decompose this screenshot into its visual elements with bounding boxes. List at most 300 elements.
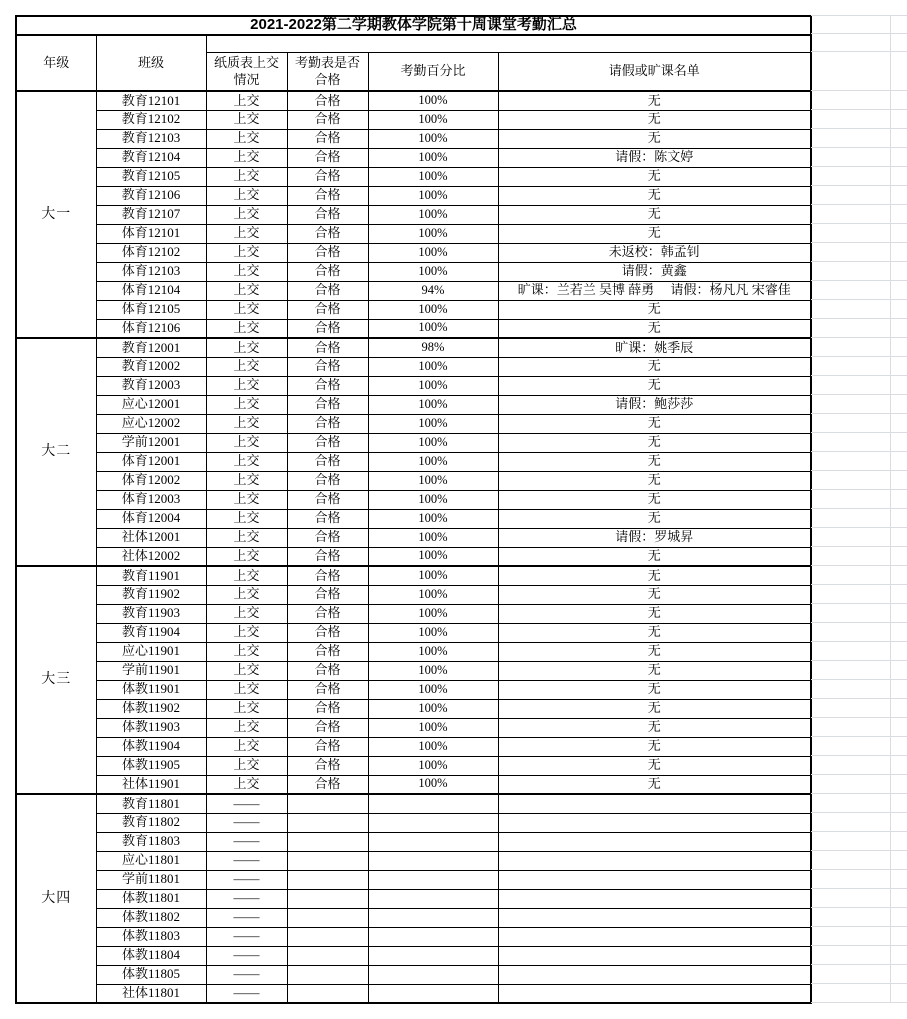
paper-cell[interactable]: 上交 [206,186,287,205]
qualified-cell[interactable]: 合格 [287,528,368,547]
percent-cell[interactable]: 100% [368,205,498,224]
gridline-horizontal [811,888,907,889]
class-cell[interactable]: 社体11801 [96,984,206,1003]
percent-cell[interactable]: 100% [368,509,498,528]
class-cell[interactable]: 体教11905 [96,756,206,775]
names-cell[interactable]: 请假：鲍莎莎 [498,395,811,414]
names-cell[interactable]: 无 [498,737,811,756]
paper-cell[interactable]: 上交 [206,433,287,452]
names-cell[interactable]: 无 [498,471,811,490]
percent-cell[interactable]: 100% [368,737,498,756]
paper-cell[interactable]: 上交 [206,395,287,414]
paper-cell[interactable]: —— [206,908,287,927]
qualified-cell[interactable]: 合格 [287,680,368,699]
percent-cell[interactable]: 100% [368,167,498,186]
percent-cell[interactable]: 100% [368,262,498,281]
names-cell[interactable] [498,794,811,813]
paper-cell[interactable]: 上交 [206,167,287,186]
names-cell[interactable]: 无 [498,205,811,224]
qualified-cell[interactable]: 合格 [287,414,368,433]
class-cell[interactable]: 学前12001 [96,433,206,452]
percent-cell[interactable] [368,851,498,870]
table-row [16,680,811,699]
table-title: 2021-2022第二学期教体学院第十周课堂考勤汇总 [16,16,811,35]
table-row [16,908,811,927]
qualified-cell[interactable]: 合格 [287,566,368,585]
table-row [16,528,811,547]
names-cell[interactable]: 无 [498,376,811,395]
percent-cell[interactable] [368,832,498,851]
qualified-cell[interactable]: 合格 [287,642,368,661]
class-cell[interactable]: 教育12103 [96,129,206,148]
paper-cell[interactable]: 上交 [206,262,287,281]
names-cell[interactable]: 无 [498,319,811,338]
class-cell[interactable]: 教育11902 [96,585,206,604]
table-row [16,946,811,965]
paper-cell[interactable]: —— [206,984,287,1003]
paper-cell[interactable]: 上交 [206,775,287,794]
qualified-cell[interactable] [287,965,368,984]
paper-cell[interactable]: 上交 [206,642,287,661]
gridline-horizontal [811,204,907,205]
percent-cell[interactable]: 94% [368,281,498,300]
class-cell[interactable]: 教育12002 [96,357,206,376]
qualified-cell[interactable]: 合格 [287,585,368,604]
names-cell[interactable] [498,832,811,851]
paper-cell[interactable]: 上交 [206,623,287,642]
qualified-cell[interactable]: 合格 [287,110,368,129]
class-cell[interactable]: 体教11804 [96,946,206,965]
class-cell[interactable]: 应心12002 [96,414,206,433]
paper-cell[interactable]: —— [206,889,287,908]
table-row [16,775,811,794]
names-cell[interactable]: 无 [498,110,811,129]
names-cell[interactable] [498,908,811,927]
names-cell[interactable]: 无 [498,585,811,604]
paper-cell[interactable]: 上交 [206,148,287,167]
percent-cell[interactable]: 100% [368,718,498,737]
class-cell[interactable]: 教育12101 [96,91,206,110]
percent-cell[interactable]: 100% [368,376,498,395]
names-cell[interactable] [498,813,811,832]
class-cell[interactable]: 体教11903 [96,718,206,737]
percent-cell[interactable]: 100% [368,300,498,319]
class-cell[interactable]: 体育12003 [96,490,206,509]
gridline-horizontal [811,812,907,813]
qualified-cell[interactable]: 合格 [287,661,368,680]
paper-cell[interactable]: —— [206,870,287,889]
paper-cell[interactable]: 上交 [206,224,287,243]
class-cell[interactable]: 教育12105 [96,167,206,186]
percent-cell[interactable]: 100% [368,642,498,661]
class-cell[interactable]: 体教11805 [96,965,206,984]
class-cell[interactable]: 体育12103 [96,262,206,281]
gridline-horizontal [811,869,907,870]
names-cell[interactable] [498,984,811,1003]
class-cell[interactable]: 社体12001 [96,528,206,547]
class-cell[interactable]: 体育12002 [96,471,206,490]
class-cell[interactable]: 社体12002 [96,547,206,566]
qualified-cell[interactable]: 合格 [287,243,368,262]
percent-cell[interactable]: 100% [368,452,498,471]
paper-cell[interactable]: —— [206,946,287,965]
class-cell[interactable]: 体育12106 [96,319,206,338]
names-cell[interactable]: 无 [498,604,811,623]
class-cell[interactable]: 体教11901 [96,680,206,699]
class-cell[interactable]: 教育12001 [96,338,206,357]
percent-cell[interactable]: 100% [368,756,498,775]
class-cell[interactable]: 应心11801 [96,851,206,870]
percent-cell[interactable]: 100% [368,186,498,205]
table-row [16,699,811,718]
qualified-cell[interactable]: 合格 [287,604,368,623]
qualified-cell[interactable]: 合格 [287,623,368,642]
qualified-cell[interactable] [287,851,368,870]
gridline-horizontal [811,907,907,908]
names-cell[interactable]: 无 [498,680,811,699]
class-cell[interactable]: 体教11803 [96,927,206,946]
class-cell[interactable]: 学前11901 [96,661,206,680]
names-cell[interactable]: 无 [498,300,811,319]
names-cell[interactable]: 无 [498,718,811,737]
qualified-cell[interactable]: 合格 [287,357,368,376]
percent-cell[interactable] [368,794,498,813]
gridline-horizontal [811,641,907,642]
class-cell[interactable]: 教育12003 [96,376,206,395]
gridline-horizontal [811,774,907,775]
table-row [16,851,811,870]
qualified-cell[interactable] [287,927,368,946]
class-cell[interactable]: 体育12001 [96,452,206,471]
gridline-horizontal [811,508,907,509]
percent-cell[interactable]: 100% [368,566,498,585]
percent-cell[interactable]: 100% [368,680,498,699]
paper-cell[interactable]: 上交 [206,319,287,338]
gridline-horizontal [811,223,907,224]
class-cell[interactable]: 学前11801 [96,870,206,889]
names-cell[interactable] [498,889,811,908]
qualified-cell[interactable]: 合格 [287,718,368,737]
percent-cell[interactable] [368,965,498,984]
table-row [16,319,811,338]
table-row [16,984,811,1003]
header-qualified: 考勤表是否合格 [287,53,368,92]
class-cell[interactable]: 教育11904 [96,623,206,642]
paper-cell[interactable]: —— [206,851,287,870]
percent-cell[interactable]: 100% [368,585,498,604]
paper-cell[interactable]: 上交 [206,452,287,471]
names-cell[interactable]: 请假：黄鑫 [498,262,811,281]
percent-cell[interactable]: 100% [368,414,498,433]
names-cell[interactable]: 无 [498,642,811,661]
paper-cell[interactable]: 上交 [206,357,287,376]
qualified-cell[interactable]: 合格 [287,737,368,756]
table-row [16,642,811,661]
qualified-cell[interactable] [287,813,368,832]
paper-cell[interactable]: 上交 [206,110,287,129]
table-row [16,794,811,813]
qualified-cell[interactable] [287,870,368,889]
class-cell[interactable]: 教育11901 [96,566,206,585]
table-row [16,110,811,129]
qualified-cell[interactable]: 合格 [287,376,368,395]
names-cell[interactable] [498,851,811,870]
qualified-cell[interactable]: 合格 [287,490,368,509]
class-cell[interactable]: 体教11801 [96,889,206,908]
percent-cell[interactable]: 100% [368,699,498,718]
qualified-cell[interactable]: 合格 [287,186,368,205]
paper-cell[interactable]: 上交 [206,566,287,585]
paper-cell[interactable]: 上交 [206,585,287,604]
paper-cell[interactable]: —— [206,813,287,832]
gridline-horizontal [811,603,907,604]
qualified-cell[interactable] [287,889,368,908]
qualified-cell[interactable]: 合格 [287,756,368,775]
qualified-cell[interactable]: 合格 [287,452,368,471]
paper-cell[interactable]: 上交 [206,509,287,528]
qualified-cell[interactable]: 合格 [287,433,368,452]
names-cell[interactable]: 无 [498,661,811,680]
gridline-horizontal [811,147,907,148]
gridline-horizontal [811,926,907,927]
gridline-horizontal [811,527,907,528]
names-cell[interactable] [498,965,811,984]
gridline-horizontal [811,546,907,547]
names-cell[interactable] [498,870,811,889]
gridline-horizontal [811,90,907,91]
class-cell[interactable]: 社体11901 [96,775,206,794]
gridline-horizontal [811,755,907,756]
percent-cell[interactable]: 100% [368,224,498,243]
table-row [16,927,811,946]
names-cell[interactable]: 无 [498,756,811,775]
paper-cell[interactable]: 上交 [206,547,287,566]
percent-cell[interactable] [368,927,498,946]
header-paper: 纸质表上交情况 [206,53,287,92]
qualified-cell[interactable]: 合格 [287,300,368,319]
percent-cell[interactable]: 100% [368,528,498,547]
qualified-cell[interactable]: 合格 [287,129,368,148]
names-cell[interactable]: 未返校：韩孟钊 [498,243,811,262]
qualified-cell[interactable]: 合格 [287,395,368,414]
table-row [16,224,811,243]
percent-cell[interactable]: 100% [368,661,498,680]
qualified-cell[interactable]: 合格 [287,167,368,186]
percent-cell[interactable] [368,984,498,1003]
grade-cell[interactable]: 大一 [16,91,96,338]
paper-cell[interactable]: 上交 [206,718,287,737]
paper-cell[interactable]: —— [206,927,287,946]
paper-cell[interactable]: 上交 [206,91,287,110]
gridline-horizontal [811,166,907,167]
paper-cell[interactable]: 上交 [206,661,287,680]
class-cell[interactable]: 体教11904 [96,737,206,756]
table-row [16,205,811,224]
class-cell[interactable]: 体教11902 [96,699,206,718]
names-cell[interactable]: 旷课：兰若兰 吴博 薛勇 请假：杨凡凡 宋睿佳 [498,281,811,300]
names-cell[interactable]: 无 [498,357,811,376]
paper-cell[interactable]: 上交 [206,471,287,490]
class-cell[interactable]: 体育12004 [96,509,206,528]
paper-cell[interactable]: 上交 [206,699,287,718]
qualified-cell[interactable]: 合格 [287,224,368,243]
qualified-cell[interactable]: 合格 [287,281,368,300]
names-cell[interactable]: 无 [498,566,811,585]
table-row [16,737,811,756]
paper-cell[interactable]: 上交 [206,528,287,547]
header-class: 班级 [96,35,206,92]
paper-cell[interactable]: 上交 [206,376,287,395]
paper-cell[interactable]: 上交 [206,414,287,433]
percent-cell[interactable]: 100% [368,433,498,452]
qualified-cell[interactable]: 合格 [287,547,368,566]
paper-cell[interactable]: 上交 [206,604,287,623]
percent-cell[interactable]: 100% [368,243,498,262]
class-cell[interactable]: 应心11901 [96,642,206,661]
table-row [16,167,811,186]
qualified-cell[interactable]: 合格 [287,509,368,528]
percent-cell[interactable]: 100% [368,604,498,623]
percent-cell[interactable] [368,908,498,927]
grade-cell[interactable]: 大二 [16,338,96,566]
percent-cell[interactable] [368,813,498,832]
gridline-horizontal [811,280,907,281]
qualified-cell[interactable] [287,832,368,851]
qualified-cell[interactable]: 合格 [287,699,368,718]
percent-cell[interactable]: 100% [368,319,498,338]
class-cell[interactable]: 教育12107 [96,205,206,224]
class-cell[interactable]: 体育12105 [96,300,206,319]
percent-cell[interactable]: 100% [368,471,498,490]
percent-cell[interactable]: 100% [368,547,498,566]
paper-cell[interactable]: —— [206,832,287,851]
table-row [16,148,811,167]
class-cell[interactable]: 体育12104 [96,281,206,300]
class-cell[interactable]: 体育12101 [96,224,206,243]
paper-cell[interactable]: 上交 [206,129,287,148]
names-cell[interactable]: 无 [498,224,811,243]
qualified-cell[interactable] [287,984,368,1003]
names-cell[interactable]: 无 [498,167,811,186]
qualified-cell[interactable]: 合格 [287,471,368,490]
class-cell[interactable]: 教育12106 [96,186,206,205]
class-cell[interactable]: 教育12104 [96,148,206,167]
names-cell[interactable]: 无 [498,433,811,452]
table-row [16,471,811,490]
class-cell[interactable]: 教育12102 [96,110,206,129]
names-cell[interactable]: 无 [498,91,811,110]
class-cell[interactable]: 教育11801 [96,794,206,813]
qualified-cell[interactable]: 合格 [287,91,368,110]
names-cell[interactable]: 请假：陈文婷 [498,148,811,167]
paper-cell[interactable]: 上交 [206,205,287,224]
percent-cell[interactable]: 100% [368,110,498,129]
gridline-horizontal [811,451,907,452]
paper-cell[interactable]: 上交 [206,300,287,319]
names-cell[interactable]: 无 [498,775,811,794]
paper-cell[interactable]: —— [206,794,287,813]
class-cell[interactable]: 体育12102 [96,243,206,262]
qualified-cell[interactable]: 合格 [287,262,368,281]
gridline-horizontal [811,698,907,699]
paper-cell[interactable]: 上交 [206,490,287,509]
percent-cell[interactable]: 100% [368,148,498,167]
gridline-horizontal [811,1002,907,1003]
names-cell[interactable]: 无 [498,129,811,148]
paper-cell[interactable]: 上交 [206,281,287,300]
attendance-table [15,15,812,1004]
percent-cell[interactable]: 98% [368,338,498,357]
percent-cell[interactable]: 100% [368,91,498,110]
gridline-horizontal [811,660,907,661]
names-cell[interactable]: 无 [498,509,811,528]
grade-cell[interactable]: 大四 [16,794,96,1003]
percent-cell[interactable]: 100% [368,357,498,376]
class-cell[interactable]: 应心12001 [96,395,206,414]
percent-cell[interactable] [368,870,498,889]
names-cell[interactable]: 旷课：姚季辰 [498,338,811,357]
gridline-horizontal [811,679,907,680]
table-row [16,129,811,148]
qualified-cell[interactable]: 合格 [287,319,368,338]
names-cell[interactable]: 无 [498,547,811,566]
qualified-cell[interactable]: 合格 [287,148,368,167]
names-cell[interactable]: 无 [498,452,811,471]
gridline-horizontal [811,356,907,357]
percent-cell[interactable]: 100% [368,490,498,509]
names-cell[interactable]: 无 [498,414,811,433]
class-cell[interactable]: 教育11803 [96,832,206,851]
table-row [16,395,811,414]
percent-cell[interactable]: 100% [368,775,498,794]
paper-cell[interactable]: 上交 [206,338,287,357]
names-cell[interactable]: 请假：罗城昇 [498,528,811,547]
names-cell[interactable] [498,927,811,946]
names-cell[interactable]: 无 [498,623,811,642]
table-row [16,452,811,471]
class-cell[interactable]: 教育11802 [96,813,206,832]
qualified-cell[interactable] [287,946,368,965]
gridline-horizontal [811,831,907,832]
paper-cell[interactable]: 上交 [206,243,287,262]
table-row [16,376,811,395]
percent-cell[interactable]: 100% [368,623,498,642]
qualified-cell[interactable]: 合格 [287,775,368,794]
table-row [16,547,811,566]
paper-cell[interactable]: —— [206,965,287,984]
names-cell[interactable] [498,946,811,965]
qualified-cell[interactable]: 合格 [287,205,368,224]
table-row [16,623,811,642]
paper-cell[interactable]: 上交 [206,756,287,775]
names-cell[interactable]: 无 [498,699,811,718]
percent-cell[interactable] [368,946,498,965]
class-cell[interactable]: 体教11802 [96,908,206,927]
names-cell[interactable]: 无 [498,186,811,205]
percent-cell[interactable]: 100% [368,129,498,148]
qualified-cell[interactable] [287,908,368,927]
qualified-cell[interactable]: 合格 [287,338,368,357]
qualified-cell[interactable] [287,794,368,813]
paper-cell[interactable]: 上交 [206,680,287,699]
class-cell[interactable]: 教育11903 [96,604,206,623]
percent-cell[interactable] [368,889,498,908]
percent-cell[interactable]: 100% [368,395,498,414]
gridline-horizontal [811,736,907,737]
paper-cell[interactable]: 上交 [206,737,287,756]
grade-cell[interactable]: 大三 [16,566,96,794]
names-cell[interactable]: 无 [498,490,811,509]
